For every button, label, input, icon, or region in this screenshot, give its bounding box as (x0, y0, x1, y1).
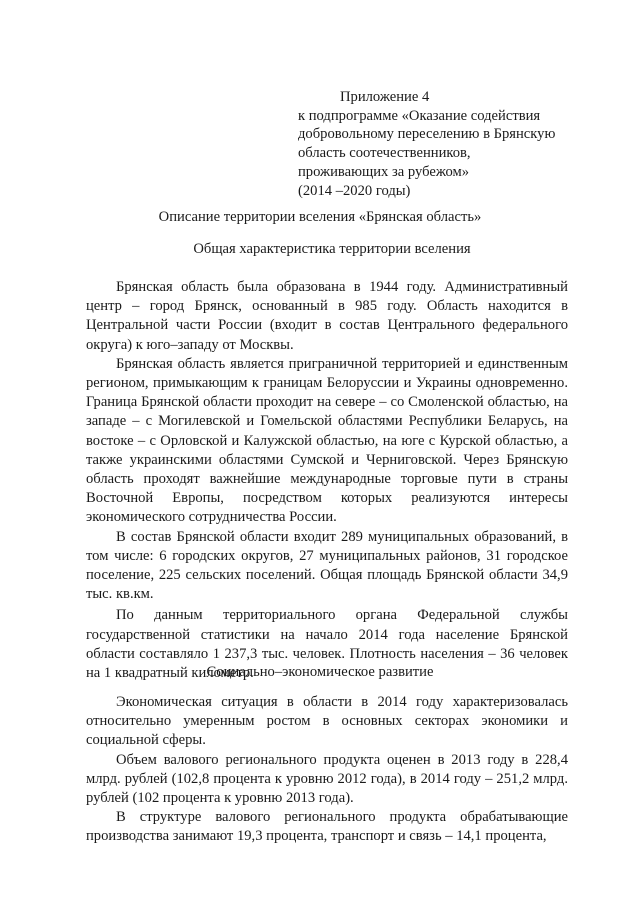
section-socio-economic-body (86, 693, 568, 847)
appendix-line: проживающих за рубежом» (298, 163, 470, 180)
appendix-line: область соотечественников, (298, 145, 471, 162)
paragraph: Брянская область была образована в 1944 году. Административный центр – город Брянск, основанный в 985 году. Область находится в Центральной части России (входит в состав Центрального федерального округа) к юго–западу от Москвы. (86, 279, 568, 353)
section-general-body (86, 278, 568, 683)
paragraph: В структуре валового регионального продукта обрабатывающие производства занимают 19,3 процента, транспорт и связь – 14,1 процента, (86, 809, 568, 845)
appendix-line: (2014 –2020 годы) (298, 182, 411, 199)
paragraph: Объем валового регионального продукта оценен в 2013 году в 228,4 млрд. рублей (102,8 процента к уровню 2012 года), в 2014 году – 251,2 млрд. рублей (102 процента к уровню 2013 года). (86, 751, 568, 807)
document-title: Описание территории вселения «Брянская область» (158, 209, 482, 225)
paragraph: Экономическая ситуация в области в 2014 году характеризовалась относительно умеренным ростом в основных секторах экономики и социальной сферы. (86, 694, 568, 749)
paragraph: Брянская область является приграничной территорией и единственным регионом, примыкающим к границам Белоруссии и Украины одновременно. Граница Брянской области проходит на севере – со Смоленской областью, на западе – с Могилевской и Гомельской областями Республики Беларусь, на востоке – с Орловской и Калужской областью, на юге с Курской областью, а также украинскими областями Сумской и Черниговской. Через Брянскую область проходят важнейшие международные торговые пути в страны Восточной Европы, посредством которых реализуются интересы экономического сотрудничества России. (86, 355, 568, 526)
section-heading-general: Общая характеристика территории вселения (193, 241, 471, 257)
paragraph: По данным территориального органа Федеральной службы государственной статистики на начало 2014 года население Брянской области составляло 1 237,3 тыс. человек. Плотность населения – 36 человек на 1 квадратный километр. (86, 607, 568, 682)
appendix-line: к подпрограмме «Оказание содействия (298, 107, 541, 124)
paragraph: В состав Брянской области входит 289 муниципальных образований, в том числе: 6 городских округов, 27 муниципальных районов, 31 городское поселение, 225 сельских поселений. Общая площадь Брянской области 34,9 тыс. кв.км. (86, 528, 568, 603)
appendix-title: Приложение 4 (340, 89, 430, 105)
section-heading-socio-economic: Социально–экономическое развитие (206, 664, 434, 680)
appendix-line: добровольному переселению в Брянскую (298, 126, 556, 143)
appendix-header (298, 88, 598, 200)
